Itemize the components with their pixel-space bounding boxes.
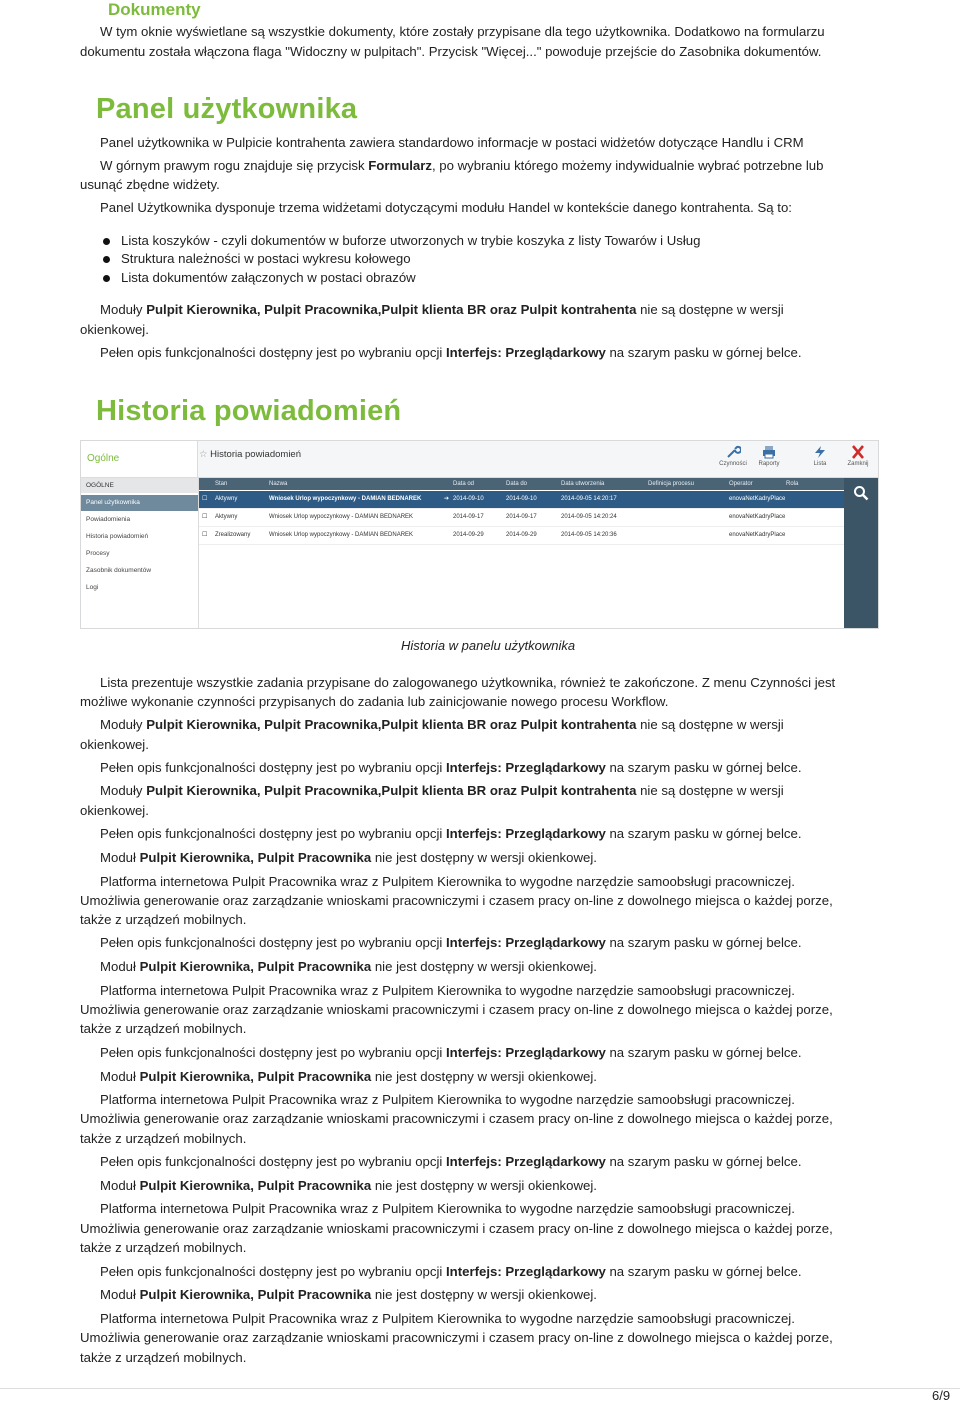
moduly-note-cont: okienkowej. (80, 803, 149, 818)
historia-paragraph-1-cont: możliwe wykonanie czynności przypisanych do zadania lub zainicjowanie nowego procesu Workflow. (80, 694, 669, 709)
table-row[interactable] (199, 509, 844, 527)
bullet-item: Struktura należności w postaci wykresu kołowego (121, 251, 411, 266)
column-header-nazwa[interactable]: Nazwa (269, 481, 288, 487)
platforma-line-2: Umożliwia generowanie oraz zarządzanie wnioskami pracowniczymi i czasem pracy on-line z dowolnego miejsca o każdej porze, (80, 1002, 833, 1017)
platforma-line-3: także z urządzeń mobilnych. (80, 1240, 247, 1255)
historia-paragraph-1: Lista prezentuje wszystkie zadania przypisane do zalogowanego użytkownika, również te zakończone. Z menu Czynności jest (100, 675, 836, 690)
moduly-note-cont: okienkowej. (80, 737, 149, 752)
modul-note: Moduł Pulpit Kierownika, Pulpit Pracownika nie jest dostępny w wersji okienkowej. (100, 1178, 597, 1193)
column-header-data-od[interactable]: Data od (453, 481, 475, 487)
pelen-opis-note: Pełen opis funkcjonalności dostępny jest po wybraniu opcji Interfejs: Przeglądarkowy na szarym pasku w górnej belce. (100, 345, 802, 360)
figure-caption: Historia w panelu użytkownika (401, 638, 576, 653)
platforma-line-1: Platforma internetowa Pulpit Pracownika wraz z Pulpitem Kierownika to wygodne narzędzie samoobsługi pracowniczej. (100, 1201, 795, 1216)
lista-button[interactable]: Lista (805, 445, 835, 467)
cell-operator: enovaNetKadryPlace (729, 496, 786, 502)
panel-paragraph-2: W górnym prawym rogu znajduje się przycisk Formularz, po wybraniu którego możemy indywidualnie wybrać potrzebne lub (100, 158, 824, 173)
cell-data-utworzenia: 2014-09-05 14:20:36 (561, 532, 617, 538)
platforma-line-1: Platforma internetowa Pulpit Pracownika wraz z Pulpitem Kierownika to wygodne narzędzie samoobsługi pracowniczej. (100, 1311, 795, 1326)
bullet-dot (103, 238, 110, 245)
cell-stan: Aktywny (215, 514, 238, 520)
cell-operator: enovaNetKadryPlace (729, 514, 786, 520)
cell-operator: enovaNetKadryPlace (729, 532, 786, 538)
bullet-dot (103, 275, 110, 282)
pelen-opis-note: Pełen opis funkcjonalności dostępny jest po wybraniu opcji Interfejs: Przeglądarkowy na szarym pasku w górnej belce. (100, 1045, 802, 1060)
column-header-rola[interactable]: Rola (786, 481, 799, 487)
nav-item-panel-uzytkownika[interactable]: Panel użytkownika (81, 495, 198, 511)
pelen-opis-note: Pełen opis funkcjonalności dostępny jest po wybraniu opcji Interfejs: Przeglądarkowy na szarym pasku w górnej belce. (100, 1264, 802, 1279)
cell-nazwa: Wniosek Urlop wypoczynkowy - DAMIAN BEDNAREK (269, 496, 422, 502)
cell-data-do: 2014-09-29 (506, 532, 537, 538)
arrow-icon: ➔ (444, 496, 450, 502)
cell-data-od: 2014-09-17 (453, 514, 484, 520)
tab-historia-powiadomien[interactable]: ☆ Historia powiadomień (199, 449, 301, 460)
close-icon (850, 445, 866, 459)
column-header-data-do[interactable]: Data do (506, 481, 528, 487)
section-heading-dokumenty: Dokumenty (108, 0, 201, 19)
screenshot-rightbar (844, 478, 878, 628)
nav-item-procesy[interactable]: Procesy (86, 550, 110, 557)
dokumenty-text-line-1: W tym oknie wyświetlane są wszystkie dokumenty, które zostały przypisane dla tego użytkownika. Dodatkowo na formularzu (100, 24, 825, 39)
cell-data-utworzenia: 2014-09-05 14:20:24 (561, 514, 617, 520)
wrench-icon (725, 445, 741, 459)
screenshot-topbar (81, 441, 878, 478)
panel-paragraph-2-cont: usunąć zbędne widżety. (80, 177, 220, 192)
checkbox[interactable]: ☐ (202, 514, 208, 520)
platforma-line-2: Umożliwia generowanie oraz zarządzanie wnioskami pracowniczymi i czasem pracy on-line z dowolnego miejsca o każdej porze, (80, 1111, 833, 1126)
nav-item-zasobnik-dokumentow[interactable]: Zasobnik dokumentów (86, 567, 152, 574)
modul-note: Moduł Pulpit Kierownika, Pulpit Pracownika nie jest dostępny w wersji okienkowej. (100, 850, 597, 865)
nav-item-logi[interactable]: Logi (86, 584, 99, 591)
modul-note: Moduł Pulpit Kierownika, Pulpit Pracownika nie jest dostępny w wersji okienkowej. (100, 1069, 597, 1084)
table-row[interactable] (199, 491, 844, 509)
cell-nazwa: Wniosek Urlop wypoczynkowy - DAMIAN BEDNAREK (269, 532, 414, 538)
bullet-dot (103, 256, 110, 263)
panel-paragraph-3: Panel Użytkownika dysponuje trzema widżetami dotyczącymi modułu Handel w kontekście danego kontrahenta. Są to: (100, 200, 792, 215)
cell-stan: Aktywny (215, 496, 238, 502)
platforma-line-3: także z urządzeń mobilnych. (80, 912, 247, 927)
dokumenty-text-line-2: dokumentu została włączona flaga "Widoczny w pulpitach". Przycisk "Więcej..." powoduje przejście do Zasobnika dokumentów. (80, 44, 822, 59)
cell-data-od: 2014-09-29 (453, 532, 484, 538)
modul-note: Moduł Pulpit Kierownika, Pulpit Pracownika nie jest dostępny w wersji okienkowej. (100, 1287, 597, 1302)
moduly-note: Moduły Pulpit Kierownika, Pulpit Pracownika,Pulpit klienta BR oraz Pulpit kontrahenta nie są dostępne w wersji (100, 302, 784, 317)
grid-header (199, 478, 844, 490)
column-header-data-utworzenia[interactable]: Data utworzenia (561, 481, 605, 487)
column-header-stan[interactable]: Stan (215, 481, 228, 487)
footer-divider (0, 1388, 960, 1389)
lightning-icon (812, 445, 828, 459)
nav-header: OGÓLNE (81, 478, 198, 493)
platforma-line-1: Platforma internetowa Pulpit Pracownika wraz z Pulpitem Kierownika to wygodne narzędzie samoobsługi pracowniczej. (100, 983, 795, 998)
platforma-line-1: Platforma internetowa Pulpit Pracownika wraz z Pulpitem Kierownika to wygodne narzędzie samoobsługi pracowniczej. (100, 1092, 795, 1107)
search-icon[interactable] (853, 485, 869, 501)
checkbox[interactable]: ☐ (202, 496, 208, 502)
star-icon: ☆ (199, 449, 208, 460)
historia-screenshot (80, 440, 879, 629)
section-heading-panel: Panel użytkownika (96, 93, 358, 125)
platforma-line-3: także z urządzeń mobilnych. (80, 1021, 247, 1036)
screenshot-sidenav (81, 478, 199, 628)
column-header-operator[interactable]: Operator (729, 481, 753, 487)
cell-stan: Zrealizowany (215, 532, 251, 538)
raporty-button[interactable]: Raporty (754, 445, 784, 467)
cell-data-utworzenia: 2014-09-05 14:20:17 (561, 496, 617, 502)
cell-data-do: 2014-09-10 (506, 496, 537, 502)
platforma-line-2: Umożliwia generowanie oraz zarządzanie wnioskami pracowniczymi i czasem pracy on-line z dowolnego miejsca o każdej porze, (80, 1221, 833, 1236)
platforma-line-2: Umożliwia generowanie oraz zarządzanie wnioskami pracowniczymi i czasem pracy on-line z dowolnego miejsca o każdej porze, (80, 1330, 833, 1345)
pelen-opis-note: Pełen opis funkcjonalności dostępny jest po wybraniu opcji Interfejs: Przeglądarkowy na szarym pasku w górnej belce. (100, 760, 802, 775)
table-row[interactable] (199, 527, 844, 545)
pelen-opis-note: Pełen opis funkcjonalności dostępny jest po wybraniu opcji Interfejs: Przeglądarkowy na szarym pasku w górnej belce. (100, 935, 802, 950)
bullet-item: Lista koszyków - czyli dokumentów w buforze utworzonych w trybie koszyka z listy Towarów i Usług (121, 233, 701, 248)
panel-paragraph-1: Panel użytkownika w Pulpicie kontrahenta zawiera standardowo informacje w postaci widżetów dotyczące Handlu i CRM (100, 135, 804, 150)
moduly-note: Moduły Pulpit Kierownika, Pulpit Pracownika,Pulpit klienta BR oraz Pulpit kontrahenta nie są dostępne w wersji (100, 783, 784, 798)
page-number: 6/9 (932, 1388, 951, 1403)
tab-ogolne[interactable]: Ogólne (81, 441, 198, 477)
nav-item-historia-powiadomien[interactable]: Historia powiadomień (86, 533, 149, 540)
zamknij-button[interactable]: Zamknij (843, 445, 873, 467)
checkbox[interactable]: ☐ (202, 532, 208, 538)
cell-data-do: 2014-09-17 (506, 514, 537, 520)
czynnosci-button[interactable]: Czynności (718, 445, 748, 467)
platforma-line-3: także z urządzeń mobilnych. (80, 1131, 247, 1146)
platforma-line-2: Umożliwia generowanie oraz zarządzanie wnioskami pracowniczymi i czasem pracy on-line z dowolnego miejsca o każdej porze, (80, 893, 833, 908)
platforma-line-3: także z urządzeń mobilnych. (80, 1350, 247, 1365)
platforma-line-1: Platforma internetowa Pulpit Pracownika wraz z Pulpitem Kierownika to wygodne narzędzie samoobsługi pracowniczej. (100, 874, 795, 889)
nav-item-powiadomienia[interactable]: Powiadomienia (86, 516, 131, 523)
cell-data-od: 2014-09-10 (453, 496, 484, 502)
historia-grid (199, 478, 844, 628)
section-heading-historia: Historia powiadomień (96, 395, 402, 427)
modul-note: Moduł Pulpit Kierownika, Pulpit Pracownika nie jest dostępny w wersji okienkowej. (100, 959, 597, 974)
cell-nazwa: Wniosek Urlop wypoczynkowy - DAMIAN BEDNAREK (269, 514, 414, 520)
printer-icon (761, 445, 777, 459)
pelen-opis-note: Pełen opis funkcjonalności dostępny jest po wybraniu opcji Interfejs: Przeglądarkowy na szarym pasku w górnej belce. (100, 826, 802, 841)
moduly-note: Moduły Pulpit Kierownika, Pulpit Pracownika,Pulpit klienta BR oraz Pulpit kontrahenta nie są dostępne w wersji (100, 717, 784, 732)
column-header-definicja-procesu[interactable]: Definicja procesu (648, 481, 695, 487)
moduly-note-cont: okienkowej. (80, 322, 149, 337)
bullet-item: Lista dokumentów załączonych w postaci obrazów (121, 270, 416, 285)
pelen-opis-note: Pełen opis funkcjonalności dostępny jest po wybraniu opcji Interfejs: Przeglądarkowy na szarym pasku w górnej belce. (100, 1154, 802, 1169)
